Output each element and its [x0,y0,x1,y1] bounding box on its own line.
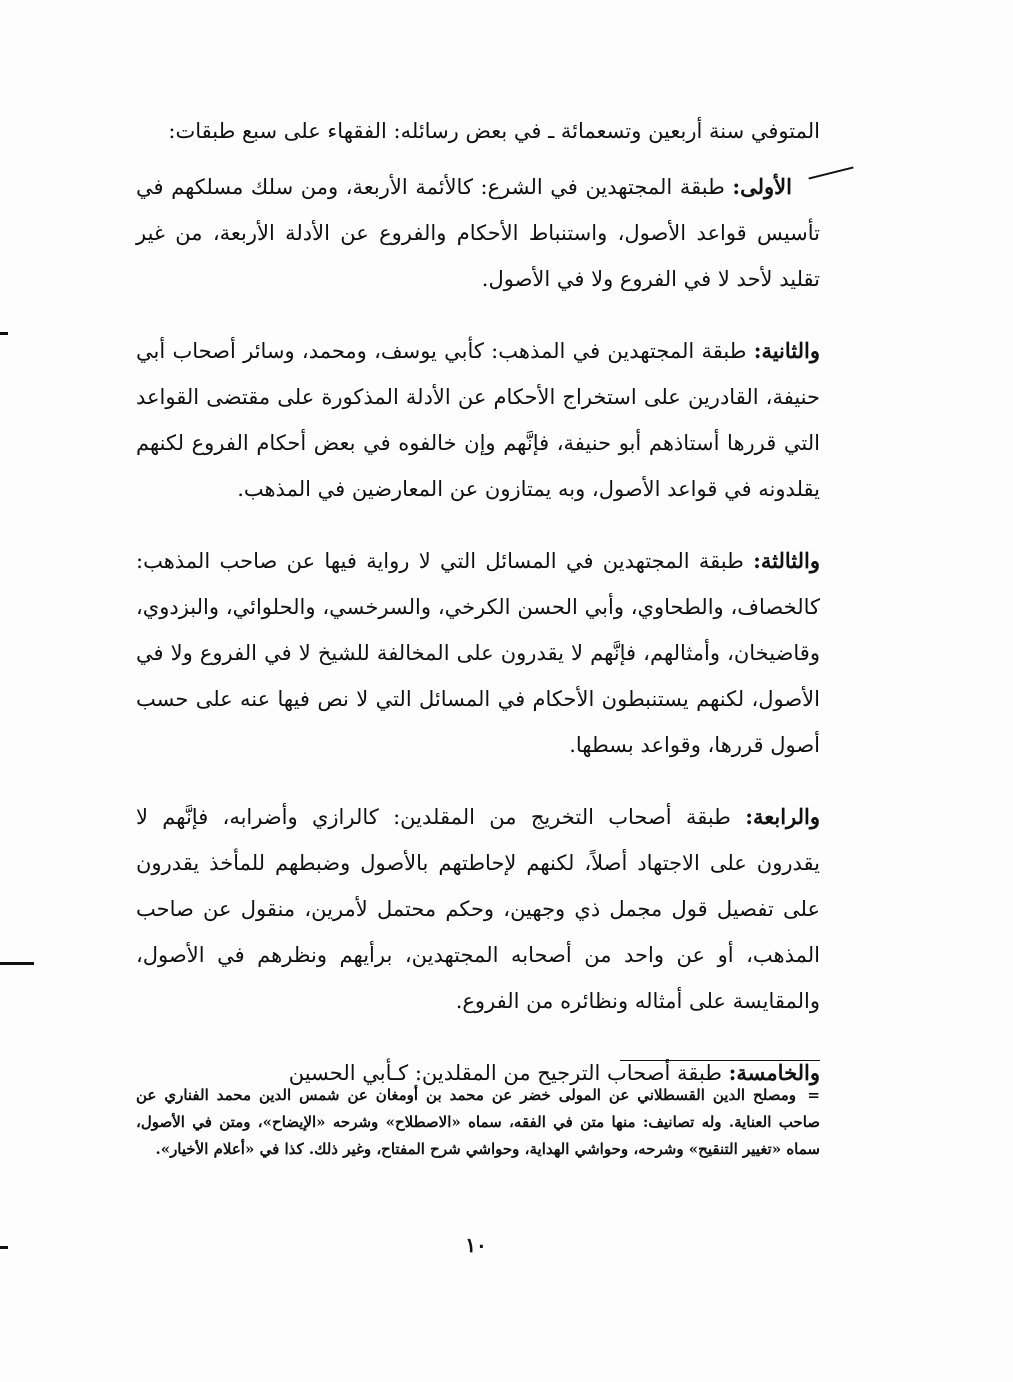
paragraph-text: طبقة المجتهدين في المذهب: كأبي يوسف، ومحمد، وسائر أصحاب أبي حنيفة، القادرين على استخراج الأحكام عن الأدلة المذكورة على مقتضى القواعد التي قررها أستاذهم أبو حنيفة، فإنَّهم وإن خالفوه في بعض أحكام الفروع لكنهم يقلدونه في قواعد الأصول، وبه يمتازون عن المعارضين في المذهب. [136,339,820,501]
page-number: ١٠ [465,1233,487,1257]
footnote-marker: = [807,1086,820,1104]
edge-mark [0,962,34,965]
paragraph-lead: والخامسة: [728,1060,820,1085]
paragraph-lead: والرابعة: [745,804,820,829]
footnote-text: ومصلح الدين القسطلاني عن المولى خضر عن محمد بن أومغان عن شمس الدين محمد الفناري عن صاحب العناية. وله تصانيف: منها متن في الفقه، سماه «الاصطلاح» وشرحه «الإيضاح»، ومتن في الأصول، سماه «تغيير التنقيح» وشرحه، وحواشي الهداية، وحواشي شرح المفتاح، وغير ذلك. كذا في «أعلام الأخيار». [136,1086,820,1158]
paragraph-second-class [136,328,820,512]
paragraph-text: طبقة أصحاب التخريج من المقلدين: كالرازي وأضرابه، فإنَّهم لا يقدرون على الاجتهاد أصلاً، لكنهم لإحاطتهم بالأصول وضبطهم للمأخذ يقدرون على تفصيل قول مجمل ذي وجهين، وحكم محتمل لأمرين، منقول عن صاحب المذهب، أو عن واحد من أصحابه المجتهدين، برأيهم ونظرهم في الأصول، والمقايسة على أمثاله ونظائره من الفروع. [136,805,820,1013]
paragraph-first-class [136,164,820,302]
paragraph-lead: والثانية: [753,338,820,363]
main-text [136,108,820,1122]
footnote [136,1082,820,1163]
paragraph-fourth-class [136,794,820,1024]
paragraph-third-class [136,538,820,768]
paragraph-lead: الأولى: [732,174,792,199]
paragraph-text: طبقة أصحاب الترجيح من المقلدين: كـأبي الحسين [288,1061,729,1085]
edge-mark [0,1246,8,1249]
edge-mark [0,332,8,335]
paragraph-text: طبقة المجتهدين في الشرع: كالأئمة الأربعة، ومن سلك مسلكهم في تأسيس قواعد الأصول، واستنباط الأحكام والفروع عن الأدلة الأربعة، من غير تقليد لأحد لا في الفروع ولا في الأصول. [136,175,821,291]
intro-line: المتوفي سنة أربعين وتسعمائة ـ في بعض رسائله: الفقهاء على سبع طبقات: [168,119,820,143]
footnote-separator [620,1060,820,1061]
paragraph-lead: والثالثة: [753,548,820,573]
paragraph-text: طبقة المجتهدين في المسائل التي لا رواية فيها عن صاحب المذهب: كالخصاف، والطحاوي، وأبي الحسن الكرخي، والسرخسي، والحلوائي، والبزدوي، وقاضيخان، وأمثالهم، فإنَّهم لا يقدرون على المخالفة للشيخ لا في الفروع ولا في الأصول، لكنهم يستنبطون الأحكام في المسائل التي لا نص فيها عنه على حسب أصول قررها، وقواعد بسطها. [136,549,820,757]
